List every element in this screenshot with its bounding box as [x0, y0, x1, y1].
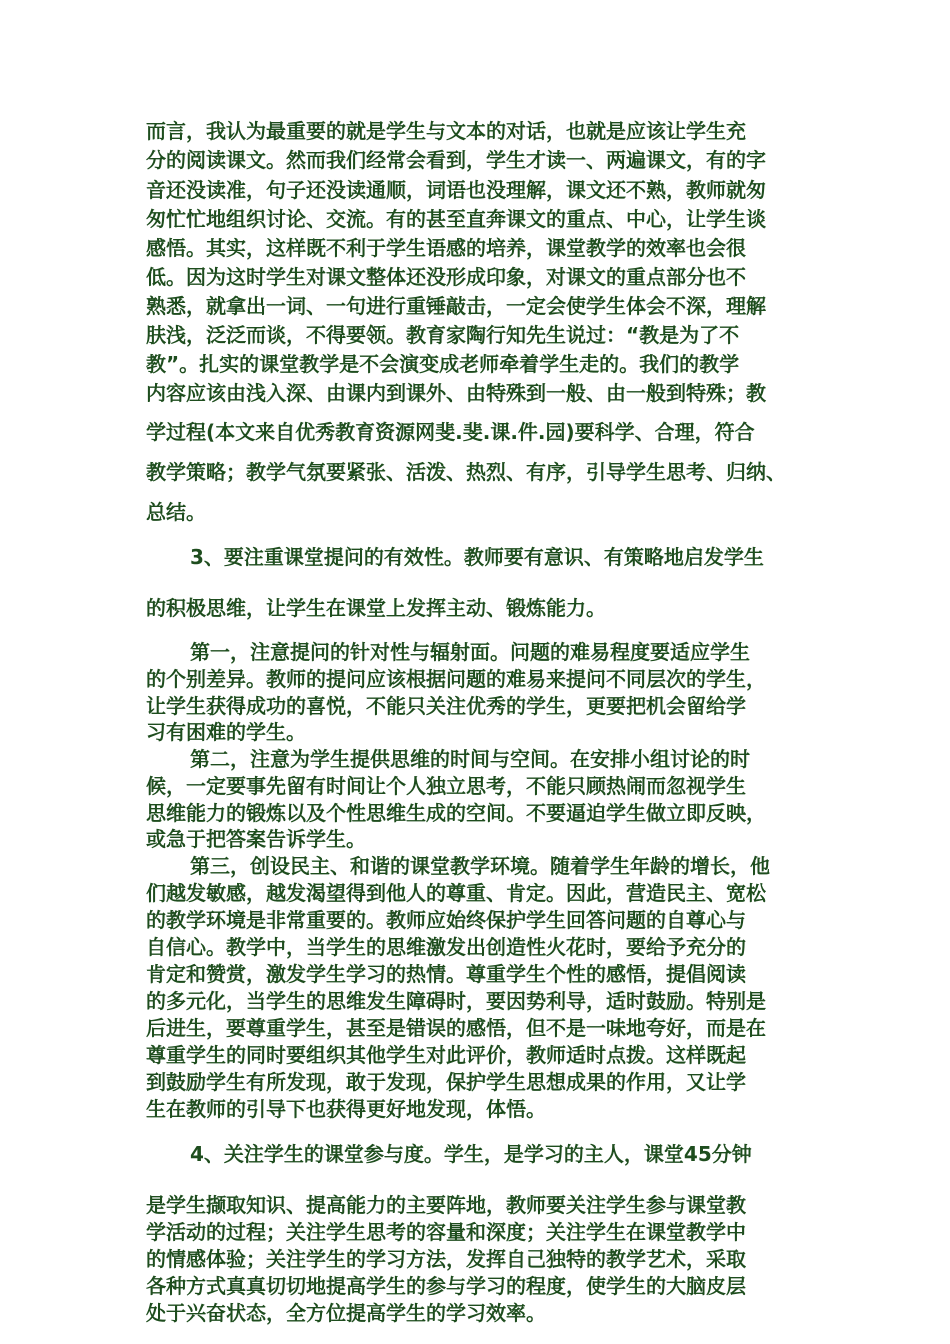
text-line: 的积极思维，让学生在课堂上发挥主动、锻炼能力。	[146, 596, 606, 620]
text-line: 低。因为这时学生对课文整体还没形成印象，对课文的重点部分也不	[146, 265, 746, 289]
text-line: 的教学环境是非常重要的。教师应始终保护学生回答问题的自尊心与	[146, 908, 746, 932]
text-line: 第二，注意为学生提供思维的时间与空间。在安排小组讨论的时	[190, 747, 750, 771]
text-line: 学过程(本文来自优秀教育资源网斐.斐.课.件.园)要科学、合理，符合	[146, 420, 755, 444]
text-line: 生在教师的引导下也获得更好地发现，体悟。	[146, 1097, 546, 1121]
text-line: 学活动的过程；关注学生思考的容量和深度；关注学生在课堂教学中	[146, 1220, 746, 1244]
text-line: 处于兴奋状态，全方位提高学生的学习效率。	[146, 1301, 546, 1325]
text-line: 到鼓励学生有所发现，敢于发现，保护学生思想成果的作用，又让学	[146, 1070, 746, 1094]
text-line: 的情感体验；关注学生的学习方法，发挥自己独特的教学艺术，采取	[146, 1247, 746, 1271]
section-heading: 4、关注学生的课堂参与度。学生，是学习的主人，课堂45分钟	[190, 1142, 752, 1166]
text-line: 习有困难的学生。	[146, 720, 306, 744]
text-line: 第三，创设民主、和谐的课堂教学环境。随着学生年龄的增长，他	[190, 854, 770, 878]
text-line: 们越发敏感，越发渴望得到他人的尊重、肯定。因此，营造民主、宽松	[146, 881, 766, 905]
text-line: 而言，我认为最重要的就是学生与文本的对话，也就是应该让学生充	[146, 119, 746, 143]
text-line: 分的阅读课文。然而我们经常会看到，学生才读一、两遍课文，有的字	[146, 148, 766, 172]
text-line: 是学生撷取知识、提高能力的主要阵地，教师要关注学生参与课堂教	[146, 1193, 746, 1217]
text-line: 或急于把答案告诉学生。	[146, 827, 366, 851]
text-line: 的个别差异。教师的提问应该根据问题的难易来提问不同层次的学生，	[146, 667, 766, 691]
text-line: 思维能力的锻炼以及个性思维生成的空间。不要逼迫学生做立即反映，	[146, 801, 766, 825]
text-line: 自信心。教学中，当学生的思维激发出创造性火花时，要给予充分的	[146, 935, 746, 959]
text-line: 感悟。其实，这样既不利于学生语感的培养，课堂教学的效率也会很	[146, 236, 746, 260]
text-line: 后进生，要尊重学生，甚至是错误的感悟，但不是一味地夸好，而是在	[146, 1016, 766, 1040]
text-line: 教”。扎实的课堂教学是不会演变成老师牵着学生走的。我们的教学	[146, 352, 740, 376]
text-line: 尊重学生的同时要组织其他学生对此评价，教师适时点拨。这样既起	[146, 1043, 746, 1067]
section-heading: 3、要注重课堂提问的有效性。教师要有意识、有策略地启发学生	[190, 545, 764, 569]
text-line: 匆忙忙地组织讨论、交流。有的甚至直奔课文的重点、中心，让学生谈	[146, 207, 766, 231]
text-line: 各种方式真真切切地提高学生的参与学习的程度，使学生的大脑皮层	[146, 1274, 746, 1298]
text-line: 肯定和赞赏，激发学生学习的热情。尊重学生个性的感悟，提倡阅读	[146, 962, 746, 986]
text-line: 教学策略；教学气氛要紧张、活泼、热烈、有序，引导学生思考、归纳、	[146, 460, 786, 484]
text-line: 熟悉，就拿出一词、一句进行重锤敲击，一定会使学生体会不深，理解	[146, 294, 766, 318]
text-line: 第一，注意提问的针对性与辐射面。问题的难易程度要适应学生	[190, 640, 750, 664]
text-line: 音还没读准，句子还没读通顺，词语也没理解，课文还不熟，教师就匆	[146, 178, 766, 202]
text-line: 让学生获得成功的喜悦，不能只关注优秀的学生，更要把机会留给学	[146, 694, 746, 718]
text-line: 候，一定要事先留有时间让个人独立思考，不能只顾热闹而忽视学生	[146, 774, 746, 798]
text-line: 总结。	[146, 500, 206, 524]
text-line: 内容应该由浅入深、由课内到课外、由特殊到一般、由一般到特殊；教	[146, 381, 766, 405]
text-line: 肤浅，泛泛而谈，不得要领。教育家陶行知先生说过：“教是为了不	[146, 323, 740, 347]
text-line: 的多元化，当学生的思维发生障碍时，要因势利导，适时鼓励。特别是	[146, 989, 766, 1013]
